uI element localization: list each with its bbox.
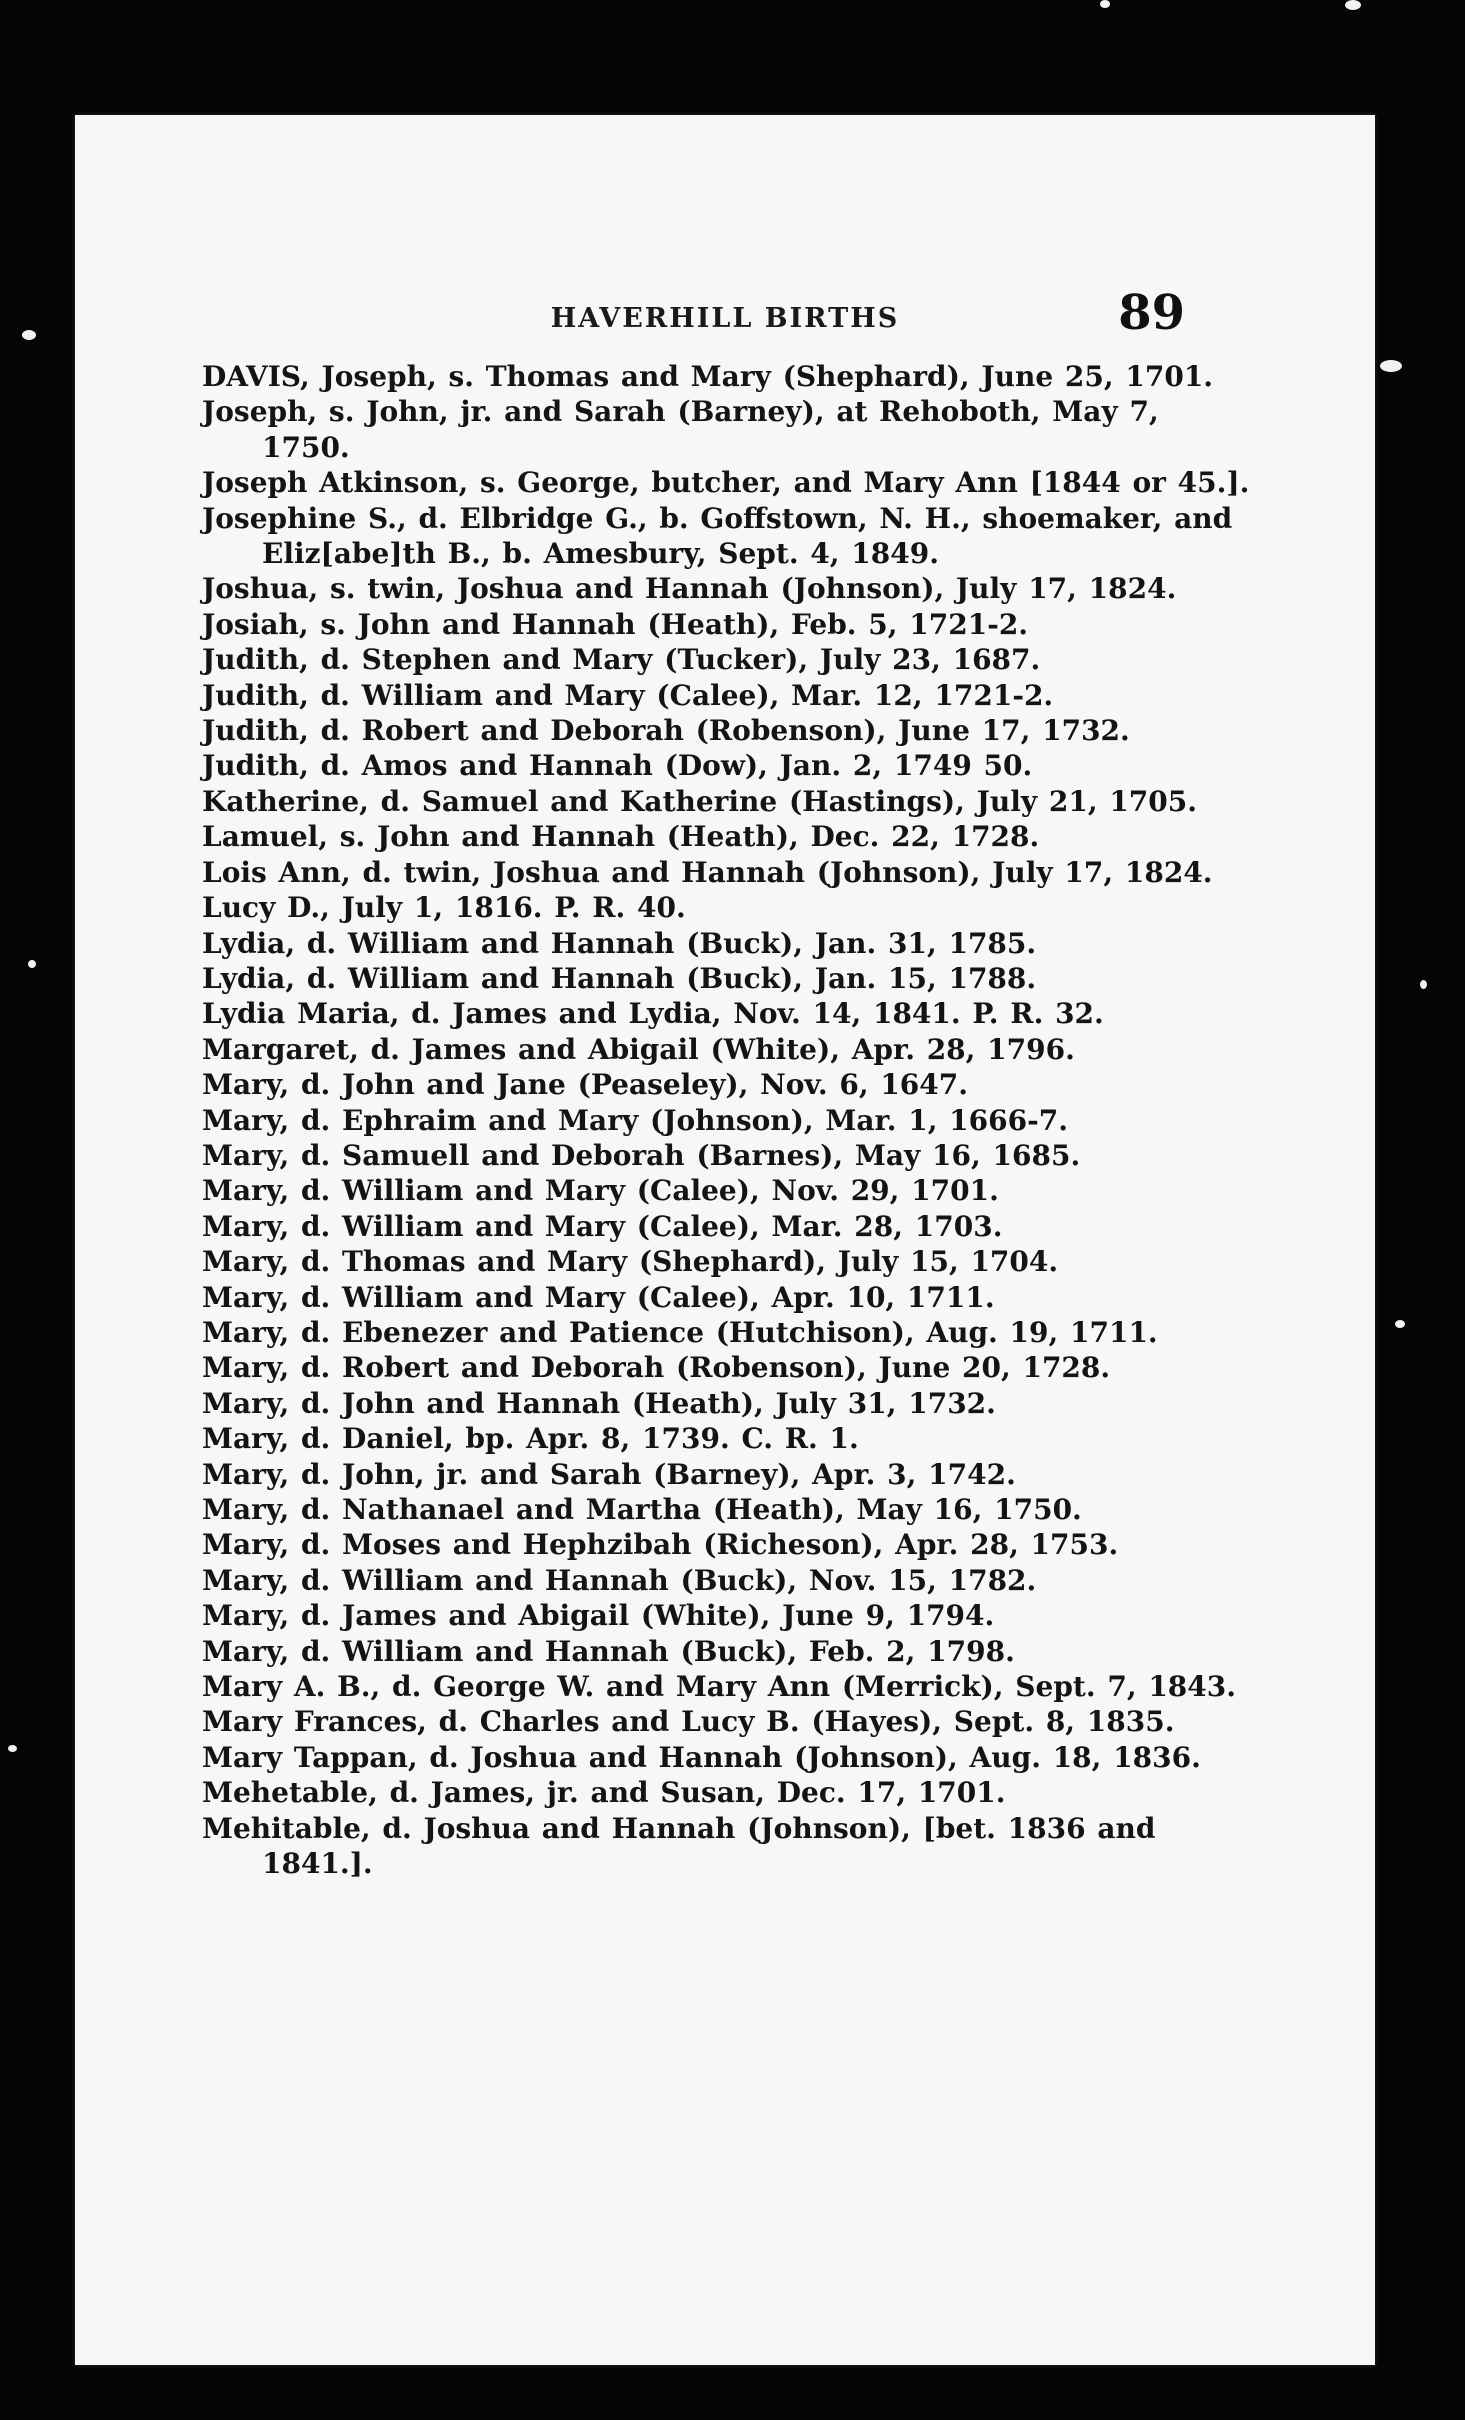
birth-record-entry: Lydia, d. William and Hannah (Buck), Jan. 15, 1788.: [202, 961, 1037, 995]
birth-record-entry: Mary, d. Moses and Hephzibah (Richeson), Apr. 28, 1753.: [202, 1528, 1119, 1562]
scan-speck: [1420, 980, 1427, 989]
birth-record-entry: Mary, d. Daniel, bp. Apr. 8, 1739. C. R. 1.: [202, 1422, 859, 1456]
birth-record-entry: Mary, d. John, jr. and Sarah (Barney), Apr. 3, 1742.: [202, 1457, 1016, 1491]
birth-record-entry: Margaret, d. James and Abigail (White), Apr. 28, 1796.: [202, 1032, 1075, 1066]
scan-speck: [28, 960, 36, 968]
birth-record-entry: Mary, d. William and Mary (Calee), Apr. 10, 1711.: [202, 1280, 995, 1314]
birth-record-entry: Mary, d. William and Hannah (Buck), Nov. 15, 1782.: [202, 1563, 1037, 1597]
birth-record-entry: Judith, d. Robert and Deborah (Robenson), June 17, 1732.: [202, 714, 1130, 748]
birth-record-entry: Mary, d. John and Hannah (Heath), July 31, 1732.: [202, 1386, 996, 1420]
birth-record-entry: Judith, d. William and Mary (Calee), Mar. 12, 1721-2.: [202, 678, 1054, 712]
birth-record-entry: Mary, d. Samuell and Deborah (Barnes), May 16, 1685.: [202, 1138, 1081, 1172]
birth-record-entry: Mary, d. William and Mary (Calee), Nov. 29, 1701.: [202, 1174, 999, 1208]
scan-speck: [1345, 0, 1361, 10]
running-head: HAVERHILL BIRTHS: [550, 303, 900, 334]
birth-record-entry: Mary, d. William and Mary (Calee), Mar. 28, 1703.: [202, 1209, 1003, 1243]
birth-record-entry: Mary, d. Nathanael and Martha (Heath), May 16, 1750.: [202, 1493, 1082, 1526]
birth-record-entry: Joseph, s. John, jr. and Sarah (Barney), at Rehoboth, May 7, 1750.: [202, 395, 1159, 464]
birth-record-entry: Mary Tappan, d. Joshua and Hannah (Johnson), Aug. 18, 1836.: [202, 1740, 1201, 1774]
scan-speck: [1100, 0, 1110, 8]
birth-record-entry: Mary, d. James and Abigail (White), June 9, 1794.: [202, 1599, 995, 1633]
birth-record-entry: Mary, d. William and Hannah (Buck), Feb. 2, 1798.: [202, 1634, 1015, 1668]
book-page: [75, 115, 1375, 2365]
scan-speck: [22, 330, 36, 340]
birth-record-list: [202, 359, 1252, 1881]
birth-record-entry: Joshua, s. twin, Joshua and Hannah (Johnson), July 17, 1824.: [202, 572, 1177, 606]
birth-record-entry: Mary, d. Ebenezer and Patience (Hutchison), Aug. 19, 1711.: [202, 1315, 1158, 1349]
birth-record-entry: Josephine S., d. Elbridge G., b. Goffstown, N. H., shoemaker, and Eliz[abe]th B., b. Amesbury, Sept. 4, 1849.: [202, 501, 1233, 571]
birth-record-entry: Judith, d. Amos and Hannah (Dow), Jan. 2, 1749 50.: [202, 749, 1033, 783]
birth-record-entry: Lydia Maria, d. James and Lydia, Nov. 14, 1841. P. R. 32.: [202, 997, 1104, 1031]
birth-record-entry: Lois Ann, d. twin, Joshua and Hannah (Johnson), July 17, 1824.: [202, 855, 1213, 889]
birth-record-entry: Mary, d. Thomas and Mary (Shephard), July 15, 1704.: [202, 1245, 1059, 1279]
birth-record-entry: Lamuel, s. John and Hannah (Heath), Dec. 22, 1728.: [202, 820, 1040, 854]
birth-record-entry: Katherine, d. Samuel and Katherine (Hastings), July 21, 1705.: [202, 784, 1198, 818]
page-number: 89: [1118, 285, 1185, 341]
birth-record-entry: DAVIS, Joseph, s. Thomas and Mary (Shephard), June 25, 1701.: [202, 360, 1214, 393]
birth-record-entry: Mehetable, d. James, jr. and Susan, Dec. 17, 1701.: [202, 1776, 1006, 1810]
scan-speck: [1380, 360, 1402, 372]
birth-record-entry: Joseph Atkinson, s. George, butcher, and Mary Ann [1844 or 45.].: [202, 466, 1250, 500]
scan-speck: [8, 1745, 17, 1752]
birth-record-entry: Mary, d. Robert and Deborah (Robenson), June 20, 1728.: [202, 1351, 1111, 1385]
page-header: [75, 285, 1375, 345]
birth-record-entry: Mary, d. John and Jane (Peaseley), Nov. 6, 1647.: [202, 1068, 968, 1102]
birth-record-entry: Mehitable, d. Joshua and Hannah (Johnson), [bet. 1836 and 1841.].: [202, 1811, 1156, 1881]
birth-record-entry: Mary, d. Ephraim and Mary (Johnson), Mar. 1, 1666-7.: [202, 1103, 1068, 1137]
birth-record-entry: Lydia, d. William and Hannah (Buck), Jan. 31, 1785.: [202, 926, 1037, 960]
birth-record-entry: Lucy D., July 1, 1816. P. R. 40.: [202, 891, 686, 925]
scan-speck: [1395, 1320, 1405, 1328]
birth-record-entry: Judith, d. Stephen and Mary (Tucker), July 23, 1687.: [202, 643, 1041, 677]
birth-record-entry: Mary Frances, d. Charles and Lucy B. (Hayes), Sept. 8, 1835.: [202, 1705, 1175, 1739]
birth-record-entry: Josiah, s. John and Hannah (Heath), Feb. 5, 1721-2.: [202, 607, 1029, 641]
birth-record-entry: Mary A. B., d. George W. and Mary Ann (Merrick), Sept. 7, 1843.: [202, 1670, 1236, 1704]
